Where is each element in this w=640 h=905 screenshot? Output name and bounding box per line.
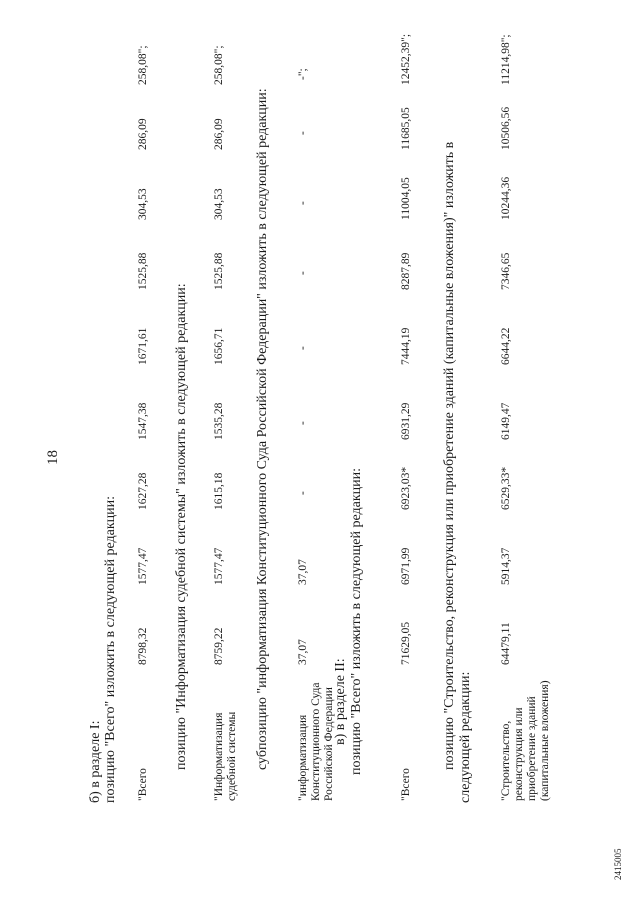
cell: 1615,18 [213,472,225,510]
cell: 64479,11 [500,622,512,665]
cell: 304,53 [213,188,225,220]
row-label-vsego-2 [400,768,413,801]
cell: -"; [297,68,309,80]
label-line: (капитальные вложения) [539,680,551,801]
construction-heading-line-2: следующей редакции: [458,671,473,803]
cell: - [297,421,309,425]
cell: 11214,98"; [500,34,512,85]
total-position-text: позицию "Всего" изложить в следующей редакции: [103,496,118,803]
cell: 1656,71 [213,327,225,365]
cell: 286,09 [213,118,225,150]
cell: 1547,38 [137,402,149,440]
cell: 11004,05 [400,177,412,220]
cell: - [297,491,309,495]
cell: 37,07 [297,639,309,665]
cell: - [297,201,309,205]
cell: 1535,28 [213,402,225,440]
label-line: "Информатизация [213,712,225,801]
cell: 1627,28 [137,472,149,510]
section-b-heading: б) в разделе I: [88,720,103,803]
cell: 258,08"; [137,45,149,85]
label-line: приобретение зданий [526,696,538,801]
cell: 12452,39"; [400,33,412,85]
cell: 6149,47 [500,402,512,440]
cell: 6529,33* [500,466,512,510]
footer-code: 2415005 [613,848,623,880]
cell: 7346,65 [500,252,512,290]
cell: 6644,22 [500,327,512,365]
cell: 286,09 [137,118,149,150]
cell: 8798,32 [137,627,149,665]
label-line: реконструкция или [513,707,525,801]
label-line: "Всего [400,768,412,801]
label-line: "Всего [137,768,149,801]
cell: - [297,271,309,275]
cell: 1671,61 [137,327,149,365]
cell: 10244,36 [500,176,512,220]
cell: 37,07 [297,559,309,585]
cell: 304,53 [137,188,149,220]
label-line: "Строительство, [500,720,512,801]
section-v-heading: в) в разделе II: [333,658,348,745]
cell: 71629,05 [400,621,412,665]
cell: 1525,88 [137,252,149,290]
label-line: Конституционного Суда [310,682,322,801]
cell: 5914,37 [500,547,512,585]
row-label-vsego-1 [137,768,150,801]
construction-heading [442,100,458,770]
cell: 1577,47 [213,547,225,585]
total-position-2-text: позицию "Всего" изложить в следующей редакции: [349,468,364,775]
constitutional-heading: субпозицию "информатизация Конституционного Суда Российской Федерации" изложить в следующей редакции: [255,88,270,770]
label-line: Российской Федерации [323,687,335,801]
cell: 258,08"; [213,45,225,85]
label-line: судебной системы [226,711,238,801]
cell: 6931,29 [400,402,412,440]
row-label-construction [500,680,552,801]
cell: - [297,131,309,135]
construction-heading-line-1: позицию "Строительство, реконструкция или приобретение зданий (капитальные вложения)" изложить в [442,141,457,770]
cell: 7444,19 [400,327,412,365]
cell: 1577,47 [137,547,149,585]
page-number: 18 [45,450,61,465]
cell: 8759,22 [213,627,225,665]
cell: 1525,88 [213,252,225,290]
cell: - [297,346,309,350]
cell: 11685,05 [400,107,412,150]
informatization-heading: позицию "Информатизация судебной системы" изложить в следующей редакции: [174,283,189,770]
row-label-informatization [213,712,239,801]
cell: 6971,99 [400,547,412,585]
row-label-constitutional [297,683,336,801]
cell: 10506,56 [500,106,512,150]
cell: 6923,03* [400,466,412,510]
cell: 8287,89 [400,252,412,290]
label-line: "информатизация [297,714,309,801]
